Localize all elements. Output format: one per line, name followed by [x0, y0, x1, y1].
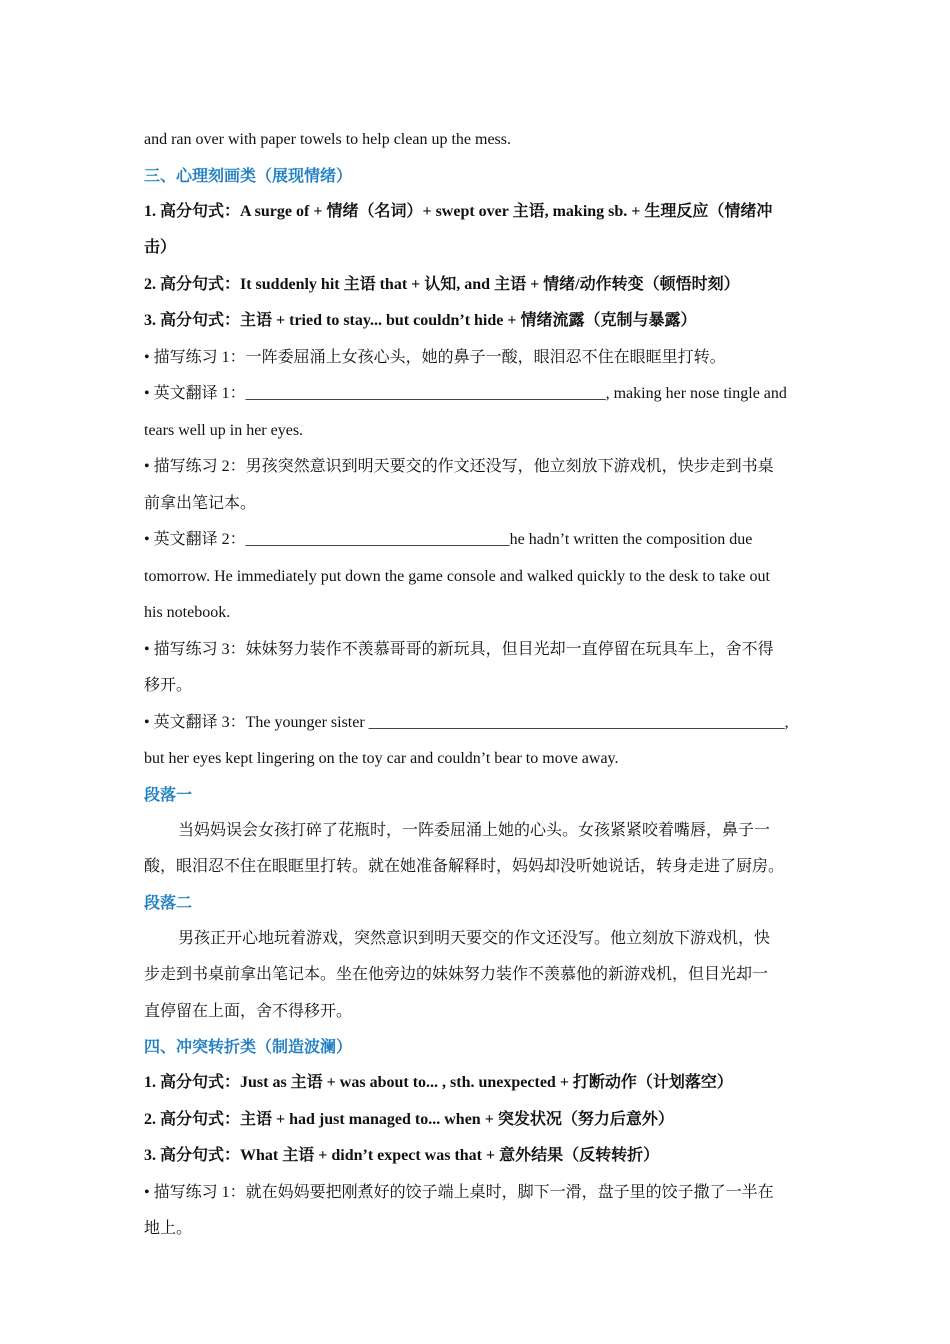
- translation-3-cont: but her eyes kept lingering on the toy car and couldn’t bear to move away.: [144, 750, 619, 767]
- conflict-practice-1: • 描写练习 1：就在妈妈要把刚煮好的饺子端上桌时，脚下一滑，盘子里的饺子撒了一半在: [144, 1183, 774, 1201]
- conflict-pattern-1: 1. 高分句式：Just as 主语 + was about to... , sth. unexpected + 打断动作（计划落空）: [144, 1074, 733, 1091]
- paragraph-2-line-2: 步走到书桌前拿出笔记本。坐在他旁边的妹妹努力装作不羡慕他的新游戏机，但目光却一: [144, 966, 769, 983]
- paragraph-heading-1: 段落一: [144, 786, 193, 804]
- practice-2: • 描写练习 2：男孩突然意识到明天要交的作文还没写，他立刻放下游戏机，快步走到书桌: [144, 458, 774, 475]
- sentence-pattern-3: 3. 高分句式：主语 + tried to stay... but couldn’t hide + 情绪流露（克制与暴露）: [144, 312, 697, 329]
- translation-1: • 英文翻译 1：_____________________________________________, making her nose tingle and: [144, 385, 787, 402]
- translation-2-cont: tomorrow. He immediately put down the game console and walked quickly to the desk to take out: [144, 567, 770, 585]
- translation-2: • 英文翻译 2：_________________________________he hadn’t written the composition due: [144, 531, 753, 548]
- paragraph-2-line-3: 直停留在上面，舍不得移开。: [144, 1002, 353, 1020]
- practice-3-cont: 移开。: [144, 677, 193, 694]
- sentence-pattern-1: 1. 高分句式：A surge of + 情绪（名词）+ swept over 主语, making sb. + 生理反应（情绪冲: [144, 202, 773, 220]
- translation-2-cont-2: his notebook.: [144, 604, 231, 621]
- paragraph-heading-2: 段落二: [144, 894, 193, 912]
- practice-1: • 描写练习 1：一阵委屈涌上女孩心头，她的鼻子一酸，眼泪忍不住在眼眶里打转。: [144, 348, 726, 366]
- translation-1-cont: tears well up in her eyes.: [144, 421, 304, 439]
- text-line: and ran over with paper towels to help clean up the mess.: [144, 131, 511, 148]
- paragraph-1-line-1: 当妈妈误会女孩打碎了花瓶时，一阵委屈涌上她的心头。女孩紧紧咬着嘴唇，鼻子一: [178, 821, 771, 839]
- document-page: [144, 122, 806, 1248]
- paragraph-1-line-2: 酸，眼泪忍不住在眼眶里打转。就在她准备解释时，妈妈却没听她说话，转身走进了厨房。: [144, 858, 785, 875]
- sentence-pattern-2: 2. 高分句式：It suddenly hit 主语 that + 认知, and 主语 + 情绪/动作转变（顿悟时刻）: [144, 275, 740, 293]
- section-heading-psychology: 三、心理刻画类（展现情绪）: [144, 167, 353, 185]
- practice-3: • 描写练习 3：妹妹努力装作不羡慕哥哥的新玩具，但目光却一直停留在玩具车上，舍不得: [144, 640, 774, 658]
- translation-3: • 英文翻译 3：The younger sister ____________________________________________________,: [144, 713, 789, 731]
- paragraph-2-line-1: 男孩正开心地玩着游戏，突然意识到明天要交的作文还没写。他立刻放下游戏机，快: [178, 929, 771, 947]
- conflict-practice-1-cont: 地上。: [144, 1220, 193, 1237]
- conflict-pattern-3: 3. 高分句式：What 主语 + didn’t expect was that + 意外结果（反转转折）: [144, 1147, 660, 1164]
- sentence-pattern-1-cont: 击）: [144, 239, 177, 256]
- practice-2-cont: 前拿出笔记本。: [144, 494, 257, 512]
- conflict-pattern-2: 2. 高分句式：主语 + had just managed to... when + 突发状况（努力后意外）: [144, 1110, 674, 1128]
- section-heading-conflict: 四、冲突转折类（制造波澜）: [144, 1039, 353, 1056]
